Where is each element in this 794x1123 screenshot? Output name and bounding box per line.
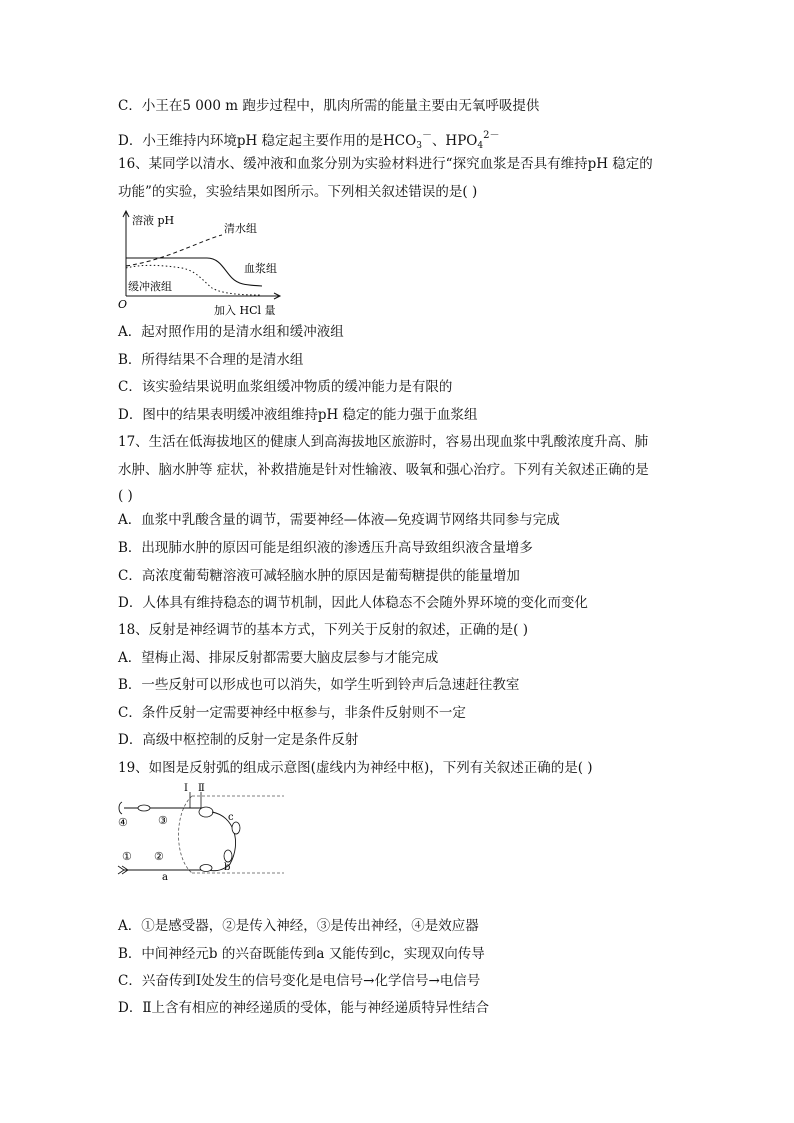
q17-stem-line2: 水肿、脑水肿等 症状，补救措施是针对性输液、吸氧和强心治疗。下列有关叙述正确的是 [118,462,649,478]
q15-option-d: D．小王维持内环境pH 稳定起主要作用的是$HCO_3^-$、$HPO_4^{2-}$ [118,130,500,151]
q18-option-d: D．高级中枢控制的反射一定是条件反射 [118,732,359,748]
q17-option-b: B．出现肺水肿的原因可能是组织液的渗透压升高导致组织液含量增多 [118,540,533,556]
q17-stem-line3: ( ) [118,488,133,504]
q18-stem: 18、反射是神经调节的基本方式，下列关于反射的叙述，正确的是( ) [118,622,529,638]
q18-option-c: C．条件反射一定需要神经中枢参与，非条件反射则不一定 [118,705,466,721]
q18-option-a: A．望梅止渴、排尿反射都需要大脑皮层参与才能完成 [118,650,439,666]
q19-option-d: D．Ⅱ上含有相应的神经递质的受体，能与神经递质特异性结合 [118,1000,489,1016]
ph-curve-chart [112,208,312,318]
label-3: ③ [158,814,168,827]
q16-option-a: A．起对照作用的是清水组和缓冲液组 [118,324,344,340]
q16-option-b: B．所得结果不合理的是清水组 [118,352,304,368]
q16-option-c: C．该实验结果说明血浆组缓冲物质的缓冲能力是有限的 [118,379,453,395]
q19-option-a: A．①是感受器，②是传入神经，③是传出神经，④是效应器 [118,918,479,934]
q16-option-d: D．图中的结果表明缓冲液组维持pH 稳定的能力强于血浆组 [118,407,478,423]
q18-option-b: B．一些反射可以形成也可以消失，如学生听到铃声后急速赶往教室 [118,677,520,693]
q17-option-a: A．血浆中乳酸含量的调节，需要神经—体液—免疫调节网络共同参与完成 [118,512,560,528]
label-1: ① [122,850,132,863]
water-group-curve [126,235,222,266]
water-group-label: 清水组 [224,222,257,235]
plasma-group-label: 血浆组 [244,262,277,275]
x-axis-label: 加入 HCl 量 [214,304,276,317]
synapse-I-label: Ⅰ [184,783,188,794]
q16-stem-line2: 功能”的实验，实验结果如图所示。下列相关叙述错误的是( ) [118,184,478,200]
label-c: c [228,812,234,823]
q16-stem-line1: 16、某同学以清水、缓冲液和血浆分别为实验材料进行“探究血浆是否具有维持pH 稳定的 [118,156,653,172]
q17-option-d: D．人体具有维持稳态的调节机制，因此人体稳态不会随外界环境的变化而变化 [118,595,588,611]
label-a: a [162,872,168,882]
synapse-II-label: Ⅱ [198,783,205,794]
buffer-group-label: 缓冲液组 [128,280,172,293]
label-b: b [224,862,231,873]
q19-option-b: B．中间神经元b 的兴奋既能传到a 又能传到c，实现双向传导 [118,946,485,962]
q19-option-c: C．兴奋传到Ⅰ处发生的信号变化是电信号→化学信号→电信号 [118,973,481,989]
q15-option-c: C．小王在5 000 m 跑步过程中，肌肉所需的能量主要由无氧呼吸提供 [118,98,540,114]
label-2: ② [154,850,164,863]
q17-option-c: C．高浓度葡萄糖溶液可减轻脑水肿的原因是葡萄糖提供的能量增加 [118,568,520,584]
y-axis-label: 溶液 pH [132,214,175,227]
q17-stem-line1: 17、生活在低海拔地区的健康人到高海拔地区旅游时，容易出现血浆中乳酸浓度升高、肺 [118,434,649,450]
reflex-arc-diagram [112,782,292,882]
q19-stem: 19、如图是反射弧的组成示意图(虚线内为神经中枢)，下列有关叙述正确的是( ) [118,760,593,776]
origin-label: O [118,298,128,311]
label-4: ④ [118,816,128,829]
